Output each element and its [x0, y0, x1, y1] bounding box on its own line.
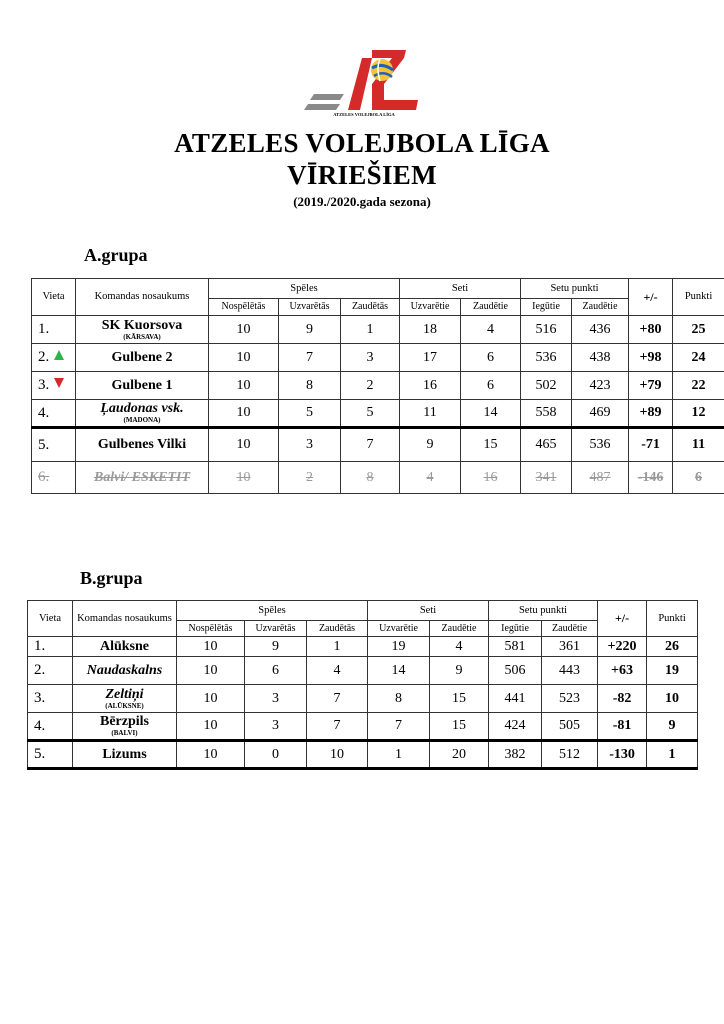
- points-cell: 11: [673, 428, 724, 462]
- played-cell: 10: [177, 657, 245, 685]
- season-subtitle: (2019./2020.gada sezona): [293, 194, 431, 209]
- sets-won-cell: 4: [400, 462, 461, 494]
- place-cell: 4.: [28, 713, 73, 741]
- group-b-table: [27, 600, 698, 770]
- diff-cell: -146: [629, 462, 673, 494]
- table-row: [28, 637, 698, 657]
- group-b-label: B.grupa: [80, 568, 143, 588]
- team-name: Alūksne: [99, 638, 150, 654]
- place-cell: 5.: [32, 428, 76, 462]
- points-lost-cell: 361: [542, 637, 598, 657]
- up-arrow-icon: [54, 350, 64, 360]
- header-team: Komandas nosaukums: [76, 279, 209, 316]
- points-won-cell: 441: [489, 685, 542, 713]
- sets-won-cell: 18: [400, 316, 461, 344]
- points-lost-cell: 505: [542, 713, 598, 741]
- sets-won-cell: 17: [400, 344, 461, 372]
- team-cell: [76, 316, 209, 344]
- team-name: Gulbene 1: [111, 377, 173, 393]
- played-cell: 10: [177, 637, 245, 657]
- played-cell: 10: [177, 741, 245, 769]
- header-place: Vieta: [28, 601, 73, 637]
- down-arrow-icon: [54, 378, 64, 388]
- points-cell: 10: [647, 685, 698, 713]
- points-won-cell: 536: [521, 344, 572, 372]
- table-row-withdrawn: [32, 462, 724, 494]
- won-cell: 6: [245, 657, 307, 685]
- header-won: Uzvarētās: [279, 299, 341, 316]
- lost-cell: 8: [341, 462, 400, 494]
- sets-won-cell: 7: [368, 713, 430, 741]
- header-set-points: Setu punkti: [521, 279, 629, 299]
- won-cell: 7: [279, 344, 341, 372]
- played-cell: 10: [209, 462, 279, 494]
- team-cell: [73, 637, 177, 657]
- won-cell: 3: [245, 685, 307, 713]
- svg-text:ATZELES VOLEJBOLA LĪGA: ATZELES VOLEJBOLA LĪGA: [333, 112, 395, 117]
- team-name: Lizums: [102, 746, 147, 762]
- header-points-won: Iegūtie: [521, 299, 572, 316]
- won-cell: 9: [245, 637, 307, 657]
- points-lost-cell: 443: [542, 657, 598, 685]
- played-cell: 10: [177, 685, 245, 713]
- page-title: ATZELES VOLEJBOLA LĪGA: [174, 128, 550, 158]
- played-cell: 10: [209, 344, 279, 372]
- points-won-cell: 581: [489, 637, 542, 657]
- header-games: Spēles: [209, 279, 400, 299]
- team-cell: [73, 713, 177, 741]
- team-name: Balvi/ ESKETIT: [93, 469, 191, 485]
- header-points-lost: Zaudētie: [572, 299, 629, 316]
- header-games: Spēles: [177, 601, 368, 621]
- points-lost-cell: 423: [572, 372, 629, 400]
- team-cell: [76, 372, 209, 400]
- sets-won-cell: 19: [368, 637, 430, 657]
- header-sets-lost: Zaudētie: [430, 621, 489, 637]
- place-cell: 6.: [32, 462, 76, 494]
- points-lost-cell: 438: [572, 344, 629, 372]
- won-cell: 8: [279, 372, 341, 400]
- played-cell: 10: [209, 372, 279, 400]
- diff-cell: +220: [598, 637, 647, 657]
- header-sets: Seti: [368, 601, 489, 621]
- place-cell: 5.: [28, 741, 73, 769]
- group-a-header-row: [32, 279, 724, 299]
- place-value: 3.: [38, 377, 50, 393]
- sets-won-cell: 14: [368, 657, 430, 685]
- won-cell: 5: [279, 400, 341, 428]
- place-cell: 4.: [32, 400, 76, 428]
- played-cell: 10: [209, 316, 279, 344]
- points-won-cell: 424: [489, 713, 542, 741]
- played-cell: 10: [177, 713, 245, 741]
- sets-won-cell: 1: [368, 741, 430, 769]
- points-won-cell: 506: [489, 657, 542, 685]
- sets-won-cell: 11: [400, 400, 461, 428]
- league-logo: [300, 44, 430, 120]
- lost-cell: 7: [341, 428, 400, 462]
- lost-cell: 5: [341, 400, 400, 428]
- points-won-cell: 558: [521, 400, 572, 428]
- team-city: (ALŪKSNE): [105, 701, 144, 710]
- header-won: Uzvarētās: [245, 621, 307, 637]
- place-cell: 2.: [28, 657, 73, 685]
- lost-cell: 2: [341, 372, 400, 400]
- lost-cell: 7: [307, 713, 368, 741]
- won-cell: 9: [279, 316, 341, 344]
- points-cell: 12: [673, 400, 724, 428]
- table-row: [32, 372, 724, 400]
- diff-cell: +80: [629, 316, 673, 344]
- sets-lost-cell: 4: [461, 316, 521, 344]
- diff-cell: -71: [629, 428, 673, 462]
- team-cell: [76, 462, 209, 494]
- points-won-cell: 516: [521, 316, 572, 344]
- points-cell: 9: [647, 713, 698, 741]
- place-cell: 1.: [32, 316, 76, 344]
- team-name: Naudaskalns: [86, 662, 163, 678]
- sets-lost-cell: 4: [430, 637, 489, 657]
- header-played: Nospēlētās: [177, 621, 245, 637]
- team-name: Gulbene 2: [111, 349, 173, 365]
- lost-cell: 7: [307, 685, 368, 713]
- lost-cell: 1: [307, 637, 368, 657]
- sets-lost-cell: 6: [461, 344, 521, 372]
- place-cell: 1.: [28, 637, 73, 657]
- points-won-cell: 502: [521, 372, 572, 400]
- diff-cell: -81: [598, 713, 647, 741]
- diff-cell: +98: [629, 344, 673, 372]
- won-cell: 2: [279, 462, 341, 494]
- team-city: (KĀRSAVA): [123, 332, 161, 341]
- team-cell: [76, 428, 209, 462]
- won-cell: 0: [245, 741, 307, 769]
- points-lost-cell: 436: [572, 316, 629, 344]
- points-won-cell: 382: [489, 741, 542, 769]
- place-cell: 3.: [28, 685, 73, 713]
- team-cell: [73, 741, 177, 769]
- points-cell: 6: [673, 462, 724, 494]
- sets-lost-cell: 16: [461, 462, 521, 494]
- points-cell: 24: [673, 344, 724, 372]
- sets-won-cell: 16: [400, 372, 461, 400]
- page-title-line2: VĪRIEŠIEM: [287, 160, 437, 190]
- sets-lost-cell: 15: [430, 685, 489, 713]
- points-cell: 26: [647, 637, 698, 657]
- table-row: [32, 400, 724, 428]
- sets-lost-cell: 6: [461, 372, 521, 400]
- header-lost: Zaudētās: [341, 299, 400, 316]
- points-won-cell: 465: [521, 428, 572, 462]
- played-cell: 10: [209, 400, 279, 428]
- sets-lost-cell: 15: [461, 428, 521, 462]
- team-city: (BALVI): [111, 729, 138, 737]
- header-sets: Seti: [400, 279, 521, 299]
- points-cell: 25: [673, 316, 724, 344]
- team-name: Gulbenes Vilki: [97, 437, 187, 452]
- team-cell: [73, 657, 177, 685]
- group-a-label: A.grupa: [84, 245, 148, 265]
- won-cell: 3: [279, 428, 341, 462]
- group-a-table: [31, 278, 724, 494]
- sets-won-cell: 8: [368, 685, 430, 713]
- table-row: [32, 344, 724, 372]
- header-team: Komandas nosaukums: [73, 601, 177, 637]
- team-name: Bērzpils: [100, 714, 149, 729]
- header-points: Punkti: [647, 601, 698, 637]
- header-place: Vieta: [32, 279, 76, 316]
- points-cell: 22: [673, 372, 724, 400]
- table-row: [28, 657, 698, 685]
- sets-won-cell: 9: [400, 428, 461, 462]
- team-name: Ļaudonas vsk.: [100, 401, 184, 416]
- table-row: [28, 741, 698, 769]
- header-points: Punkti: [673, 279, 724, 316]
- team-cell: [76, 400, 209, 428]
- group-b-header-row: [28, 601, 698, 621]
- points-won-cell: 341: [521, 462, 572, 494]
- header-lost: Zaudētās: [307, 621, 368, 637]
- header-sets-won: Uzvarētie: [400, 299, 461, 316]
- table-row: [28, 685, 698, 713]
- table-row: [28, 713, 698, 741]
- place-value: 2.: [38, 349, 50, 365]
- points-cell: 1: [647, 741, 698, 769]
- diff-cell: +63: [598, 657, 647, 685]
- header-diff: +/-: [629, 279, 673, 316]
- header-played: Nospēlētās: [209, 299, 279, 316]
- header-sets-lost: Zaudētie: [461, 299, 521, 316]
- team-name: Zeltiņi: [105, 686, 144, 702]
- team-city: (MADONA): [123, 416, 161, 424]
- header-points-lost: Zaudētie: [542, 621, 598, 637]
- sets-lost-cell: 14: [461, 400, 521, 428]
- played-cell: 10: [209, 428, 279, 462]
- points-cell: 19: [647, 657, 698, 685]
- team-name: SK Kuorsova: [101, 317, 183, 333]
- won-cell: 3: [245, 713, 307, 741]
- lost-cell: 4: [307, 657, 368, 685]
- diff-cell: -82: [598, 685, 647, 713]
- lost-cell: 1: [341, 316, 400, 344]
- points-lost-cell: 523: [542, 685, 598, 713]
- header-diff: +/-: [598, 601, 647, 637]
- sets-lost-cell: 20: [430, 741, 489, 769]
- table-row: [32, 428, 724, 462]
- header-set-points: Setu punkti: [489, 601, 598, 621]
- header-sets-won: Uzvarētie: [368, 621, 430, 637]
- lost-cell: 10: [307, 741, 368, 769]
- team-cell: [73, 685, 177, 713]
- lost-cell: 3: [341, 344, 400, 372]
- sets-lost-cell: 9: [430, 657, 489, 685]
- diff-cell: +89: [629, 400, 673, 428]
- diff-cell: -130: [598, 741, 647, 769]
- team-cell: [76, 344, 209, 372]
- header-points-won: Iegūtie: [489, 621, 542, 637]
- sets-lost-cell: 15: [430, 713, 489, 741]
- diff-cell: +79: [629, 372, 673, 400]
- points-lost-cell: 487: [572, 462, 629, 494]
- points-lost-cell: 512: [542, 741, 598, 769]
- table-row: [32, 316, 724, 344]
- points-lost-cell: 536: [572, 428, 629, 462]
- place-cell: [32, 344, 76, 372]
- place-cell: [32, 372, 76, 400]
- points-lost-cell: 469: [572, 400, 629, 428]
